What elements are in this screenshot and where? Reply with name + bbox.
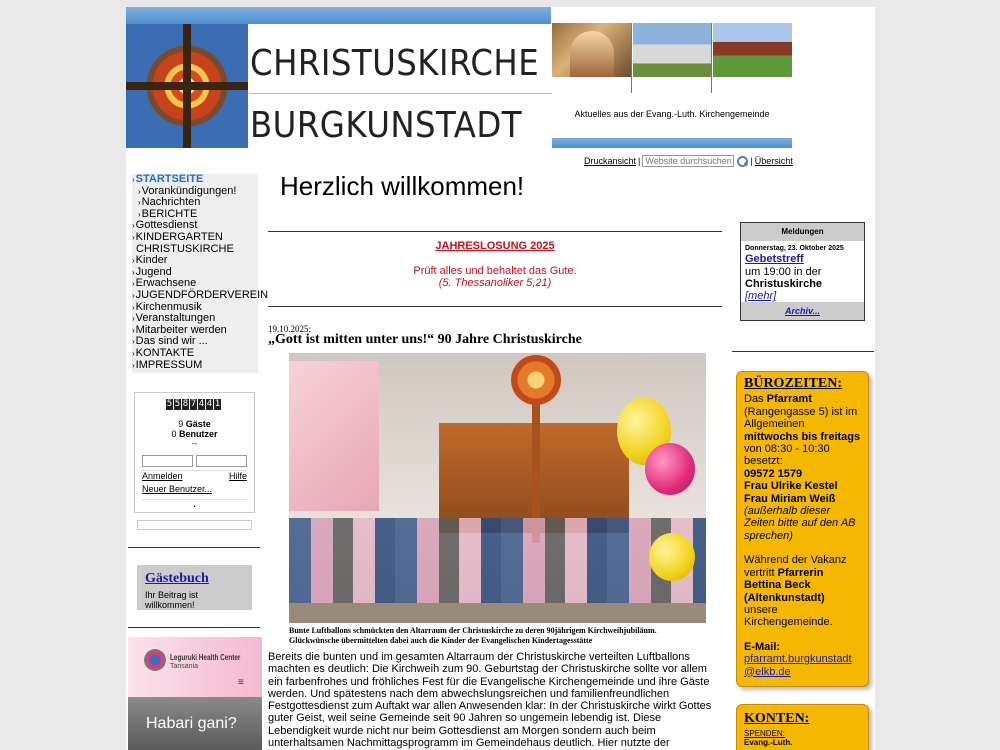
- announcements-header: Meldungen: [741, 223, 864, 241]
- chevron-right-icon: ›: [132, 221, 135, 231]
- spacer: [744, 542, 861, 554]
- photo-caption: Bunte Luftballons schmückten den Altarraum der Christuskirche zu deren 90jährigem Kirchweihjubiläum. Glückwünsche übermittelten dabei auch die Kinder der Evangelischen Kindertagesstätte: [289, 626, 657, 645]
- chevron-right-icon: ›: [132, 360, 135, 370]
- balloon-icon: [645, 443, 695, 495]
- counter-digit: 8: [182, 399, 189, 409]
- sidebar-item-16[interactable]: [132, 360, 258, 372]
- page-title: Herzlich willkommen!: [280, 171, 525, 201]
- announcement-link[interactable]: Gebetstreff: [745, 253, 804, 265]
- page: [126, 7, 875, 750]
- divider: [128, 547, 260, 548]
- announcement-text: um 19:00 in der: [745, 266, 822, 278]
- vacancy-text: Während der Vakanz vertritt Pfarrerin Bettina Beck (Altenkunstadt) unsere Kirchengemeinde.: [744, 554, 847, 629]
- header-divider: [249, 93, 552, 94]
- donations-label: SPENDEN:: [744, 729, 785, 738]
- banner-greeting: Habari gani?: [146, 715, 237, 732]
- church-interior-photo: [552, 23, 632, 77]
- email-link-wrap: [744, 653, 861, 678]
- help-link[interactable]: Hilfe: [229, 471, 248, 481]
- sidebar-item-label: Veranstaltungen: [135, 312, 216, 325]
- health-center-country: Tansania: [170, 663, 199, 670]
- bank-name: Evang.-Luth.: [744, 738, 793, 747]
- jahreslosung-reference: (5. Thessanoliker 5,21): [438, 277, 552, 289]
- announcement-date: Donnerstag, 23. Oktober 2025: [745, 245, 844, 252]
- office-phone: 09572 1579: [744, 467, 803, 480]
- chevron-right-icon: ›: [132, 267, 135, 277]
- sidebar-nav: [132, 173, 269, 373]
- archive-link[interactable]: Archiv...: [784, 306, 820, 316]
- announcements-footer: [741, 302, 864, 320]
- sidebar-item-label: IMPRESSUM: [135, 358, 203, 371]
- chevron-right-icon: ›: [132, 290, 135, 300]
- search-icon[interactable]: [736, 155, 748, 167]
- altar-cross-image: [126, 24, 248, 148]
- office-hours-text: Das Pfarramt (Rangengasse 5) ist im Allgemeinen: [744, 393, 858, 431]
- news-body: Bereits die bunten und im gesamten Altarraum der Christuskirche verteilten Luftballons machten es deutlich: Die Kirchweih zum 90. Geburtstag der Christuskirche sollte vor allem ein farbenfrohes und fröhliches Fest für die Evangelische Kirchengemeinde und ihre Gäste werden. Und spätestens nach dem abwechslungsreichen und familienfreundlichen Festgottesdienst zum Auftakt war allen Anwesenden klar: In der Christuskirche wirkt Gottes guter Geist, weil seine Gemeinde seit 90 Jahren so ungemein lebendig ist. Diese Lebendigkeit wurde nicht nur beim Gottesdienst am Morgen sondern auch beim unterhaltsamen Nachmittagsprogramm im Gemeindehaus deutlich. Hier nutzte der: [268, 651, 712, 750]
- news-title: „Gott ist mitten unter uns!“ 90 Jahre Christuskirche: [268, 332, 582, 347]
- counter-digit: 7: [190, 399, 197, 409]
- divider: [732, 351, 874, 352]
- photo-floor: [289, 603, 706, 623]
- health-center-logo-icon: [144, 649, 166, 671]
- sidebar-item-label: KINDERGARTEN: [135, 230, 223, 243]
- sidebar-item-label: STARTSEITE: [135, 173, 204, 185]
- counter-digit: 1: [214, 399, 221, 409]
- search-input[interactable]: [642, 155, 734, 167]
- sidebar-item-label: BERICHTE: [141, 207, 198, 220]
- username-field[interactable]: [142, 455, 193, 467]
- office-staff-1: Frau Ulrike Kestel: [744, 480, 838, 493]
- divider: [128, 627, 260, 628]
- guestbook-link[interactable]: Gästebuch: [145, 571, 209, 586]
- separator: |: [638, 156, 641, 166]
- photo-sun-icon: [511, 355, 561, 405]
- site-title-line1[interactable]: CHRISTUSKIRCHE: [250, 43, 540, 84]
- login-link[interactable]: Anmelden: [142, 471, 183, 481]
- visitor-counter: [166, 399, 221, 410]
- chevron-right-icon: ›: [132, 325, 135, 335]
- sidebar-item-label: KONTAKTE: [135, 346, 195, 359]
- announcement-location: Christuskirche: [745, 278, 823, 290]
- password-field[interactable]: [196, 455, 247, 467]
- guestbook-box[interactable]: [137, 565, 252, 610]
- kindergarten-photo: [713, 23, 792, 77]
- utility-bar: [584, 155, 793, 167]
- balloon-icon: [649, 533, 695, 581]
- empty-box: [137, 520, 252, 530]
- email-label: E-Mail:: [744, 640, 781, 653]
- login-box: [134, 392, 255, 513]
- office-staff-2: Frau Miriam Weiß: [744, 492, 836, 505]
- community-building-photo: [633, 23, 712, 77]
- sidebar-item-label: Kirchenmusik: [135, 300, 202, 313]
- header-strip-left: [126, 7, 248, 24]
- guests-count: 9 Gäste: [178, 419, 211, 429]
- photo-divider: [631, 23, 632, 93]
- office-days: mittwochs bis freitags: [744, 430, 861, 443]
- office-note: (außerhalb dieser Zeiten bitte auf den AB sprechen): [744, 505, 856, 542]
- chevron-right-icon: ›: [132, 175, 135, 184]
- chevron-right-icon: ›: [138, 209, 141, 219]
- church-arch-icon: [570, 31, 614, 77]
- counter-digit: 4: [206, 399, 213, 409]
- chevron-right-icon: ›: [132, 256, 135, 266]
- sidebar-item-label: Nachrichten: [141, 196, 201, 209]
- overview-link[interactable]: Übersicht: [754, 156, 793, 166]
- chevron-right-icon: ›: [132, 279, 135, 289]
- chevron-right-icon: ›: [132, 232, 135, 242]
- chevron-right-icon: ›: [132, 314, 135, 324]
- counter-digit: 5: [166, 399, 173, 409]
- sidebar-item-label: CHRISTUSKIRCHE: [136, 242, 234, 255]
- sidebar-item-label: Kinder: [135, 254, 168, 267]
- accounts-title: KONTEN:: [744, 711, 810, 726]
- sidebar-item-label: Erwachsene: [135, 277, 197, 290]
- header-strip-middle: [248, 7, 551, 24]
- divider: [268, 306, 722, 307]
- chevron-right-icon: ›: [138, 198, 141, 208]
- health-center-name: Leguruki Health Center: [170, 653, 241, 662]
- sidebar-item-label: Mitarbeiter werden: [135, 323, 227, 336]
- sidebar-item-label: Vorankündigungen!: [141, 184, 237, 197]
- new-user-link[interactable]: Neuer Benutzer...: [142, 484, 213, 494]
- photo-divider: [711, 23, 712, 93]
- users-list: --: [191, 439, 198, 448]
- announcement-more-link[interactable]: [mehr]: [745, 290, 777, 302]
- health-center-banner[interactable]: [128, 637, 262, 750]
- news-date: 19.10.2025:: [268, 324, 312, 334]
- cross-horizontal-icon: [126, 82, 248, 90]
- accounts-box: [736, 704, 869, 750]
- office-times: von 08:30 - 10:30 besetzt:: [744, 443, 830, 468]
- sidebar-item-label: Das sind wir ...: [135, 335, 208, 348]
- sidebar-item-label: Jugend: [135, 265, 172, 278]
- email-link[interactable]: pfarramt.burgkunstadt@elkb.de: [744, 653, 852, 678]
- sidebar-item-label: Gottesdienst: [135, 219, 198, 232]
- login-dot: .: [193, 499, 196, 509]
- chevron-right-icon: ›: [132, 302, 135, 312]
- office-hours-title: BÜROZEITEN:: [744, 376, 843, 391]
- guestbook-subtitle: Ihr Beitrag ist willkommen!: [145, 590, 199, 610]
- site-title-line2[interactable]: BURGKUNSTADT: [250, 105, 523, 146]
- photo-screen: [289, 361, 379, 511]
- spacer: [744, 629, 861, 641]
- print-view-link[interactable]: Druckansicht: [584, 156, 637, 166]
- separator: |: [750, 156, 753, 166]
- chevron-right-icon: ›: [132, 348, 135, 358]
- office-hours-box: [736, 371, 869, 687]
- users-count: 0 Benutzer: [171, 429, 218, 439]
- site-tagline: Aktuelles aus der Evang.-Luth. Kirchengemeinde: [574, 109, 770, 119]
- jahreslosung-verse: Prüft alles und behaltet das Gute.: [413, 265, 577, 277]
- sidebar-item-label: JUGENDFÖRDERVEREIN: [135, 288, 269, 301]
- chevron-right-icon: ›: [138, 186, 141, 196]
- chevron-right-icon: ›: [132, 337, 135, 347]
- announcements-box: [740, 222, 865, 321]
- divider: [268, 231, 722, 232]
- counter-digit: 4: [198, 399, 205, 409]
- header-strip-right: [552, 138, 792, 148]
- counter-digit: 5: [174, 399, 181, 409]
- jahreslosung-title[interactable]: JAHRESLOSUNG 2025: [435, 240, 555, 252]
- menu-icon[interactable]: ≡: [238, 677, 244, 688]
- news-photo: [289, 353, 706, 623]
